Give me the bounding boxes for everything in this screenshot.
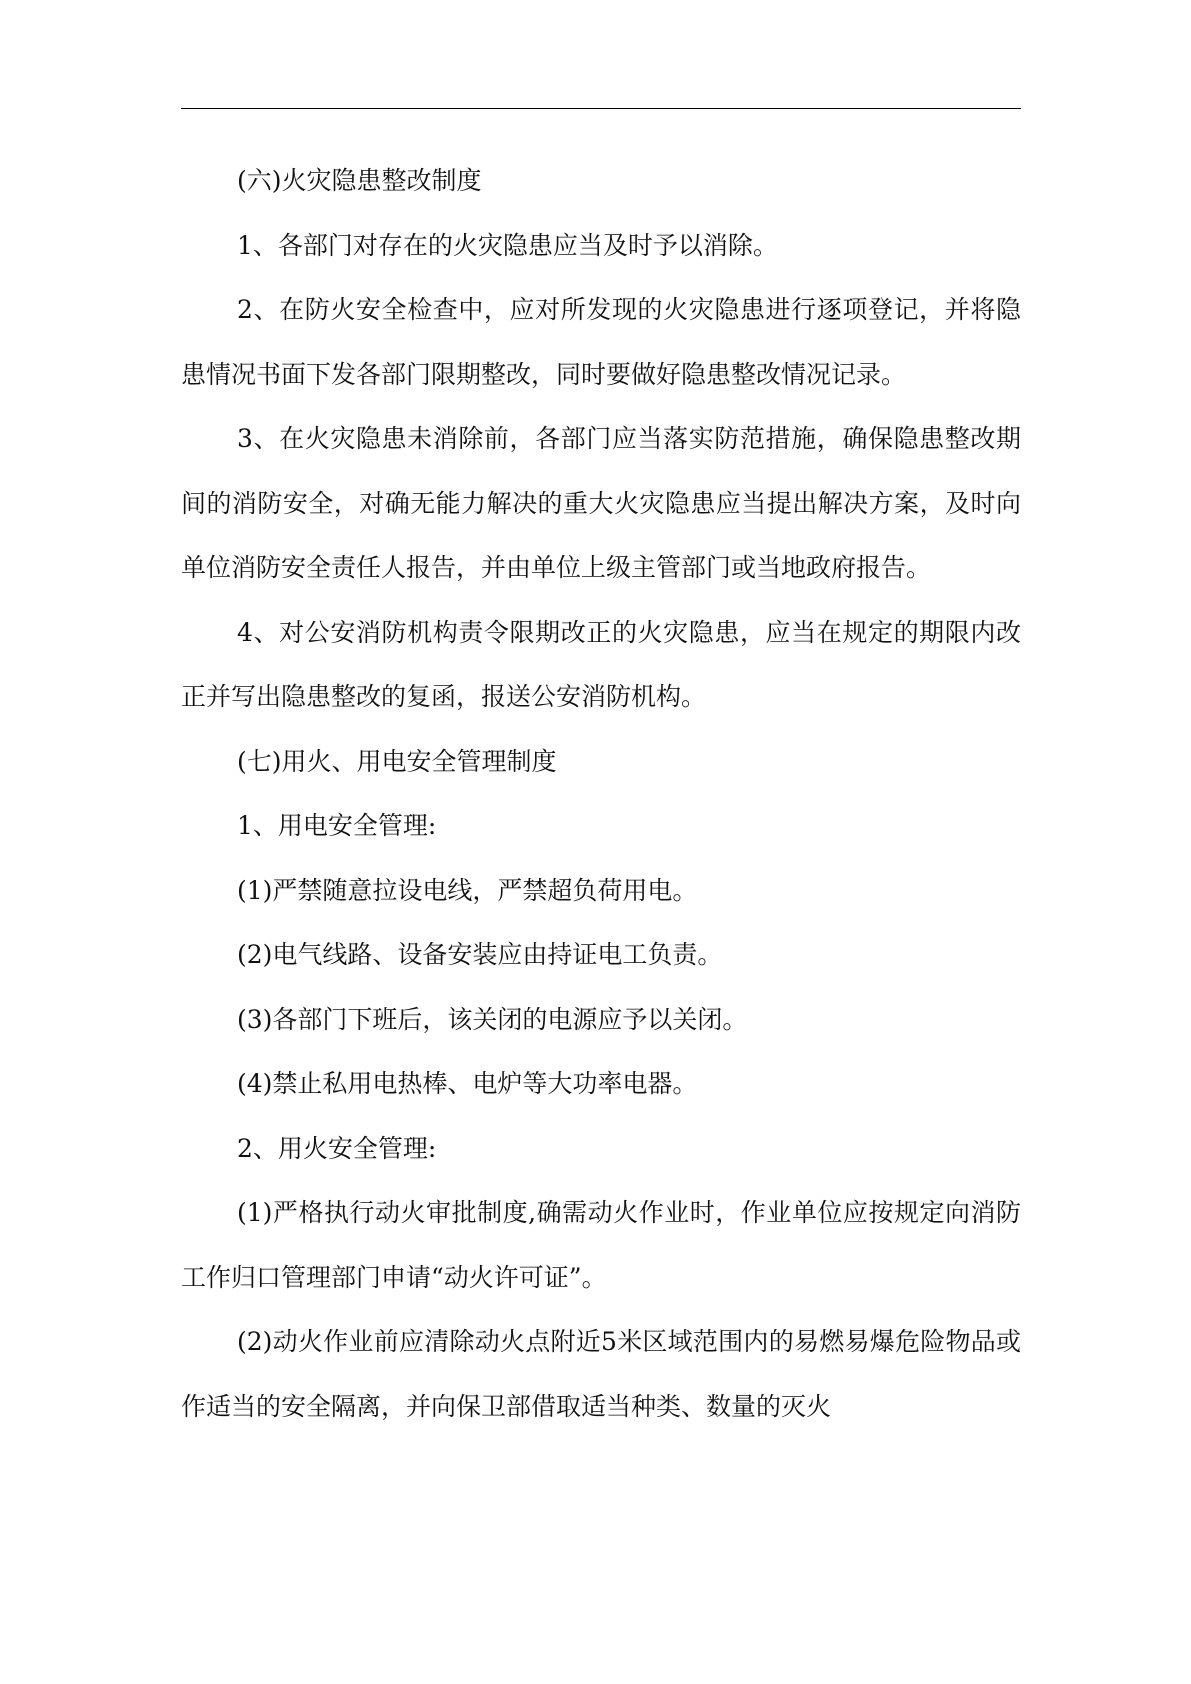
paragraph-hazard-4: 4、对公安消防机构责令限期改正的火灾隐患，应当在规定的期限内改正并写出隐患整改的复函，报送公安消防机构。	[181, 617, 1021, 711]
paragraph-hazard-1: 1、各部门对存在的火灾隐患应当及时予以消除。	[237, 230, 778, 260]
list-item-electric-4: (4)禁止私用电热棒、电炉等大功率电器。	[237, 1069, 698, 1098]
list-item-electric-2: (2)电气线路、设备安装应由持证电工负责。	[237, 940, 723, 969]
subheading-electric-safety: 1、用电安全管理:	[237, 811, 437, 840]
paragraph-hazard-3: 3、在火灾隐患未消除前，各部门应当落实防范措施，确保隐患整改期间的消防安全，对确无能力解决的重大火灾隐患应当提出解决方案，及时向单位消防安全责任人报告，并由单位上级主管部门或当地政府报告。	[181, 424, 1021, 582]
subheading-fire-safety: 2、用火安全管理:	[237, 1133, 437, 1163]
section-heading-fire-electric-safety: (七)用火、用电安全管理制度	[237, 746, 557, 776]
list-item-electric-3: (3)各部门下班后，该关闭的电源应予以关闭。	[237, 1004, 748, 1034]
paragraph-hazard-2: 2、在防火安全检查中，应对所发现的火灾隐患进行逐项登记，并将隐患情况书面下发各部门限期整改，同时要做好隐患整改情况记录。	[181, 295, 1021, 389]
section-heading-hazard-rectification: (六)火灾隐患整改制度	[237, 166, 482, 195]
document-body	[181, 149, 1021, 1439]
header-rule	[181, 108, 1021, 109]
list-item-fire-1: (1)严格执行动火审批制度,确需动火作业时，作业单位应按规定向消防工作归口管理部门申请“动火许可证”。	[181, 1198, 1021, 1292]
list-item-fire-2: (2)动火作业前应清除动火点附近5米区域范围内的易燃易爆危险物品或作适当的安全隔离，并向保卫部借取适当种类、数量的灭火	[181, 1327, 1021, 1421]
list-item-electric-1: (1)严禁随意拉设电线，严禁超负荷用电。	[237, 875, 698, 905]
